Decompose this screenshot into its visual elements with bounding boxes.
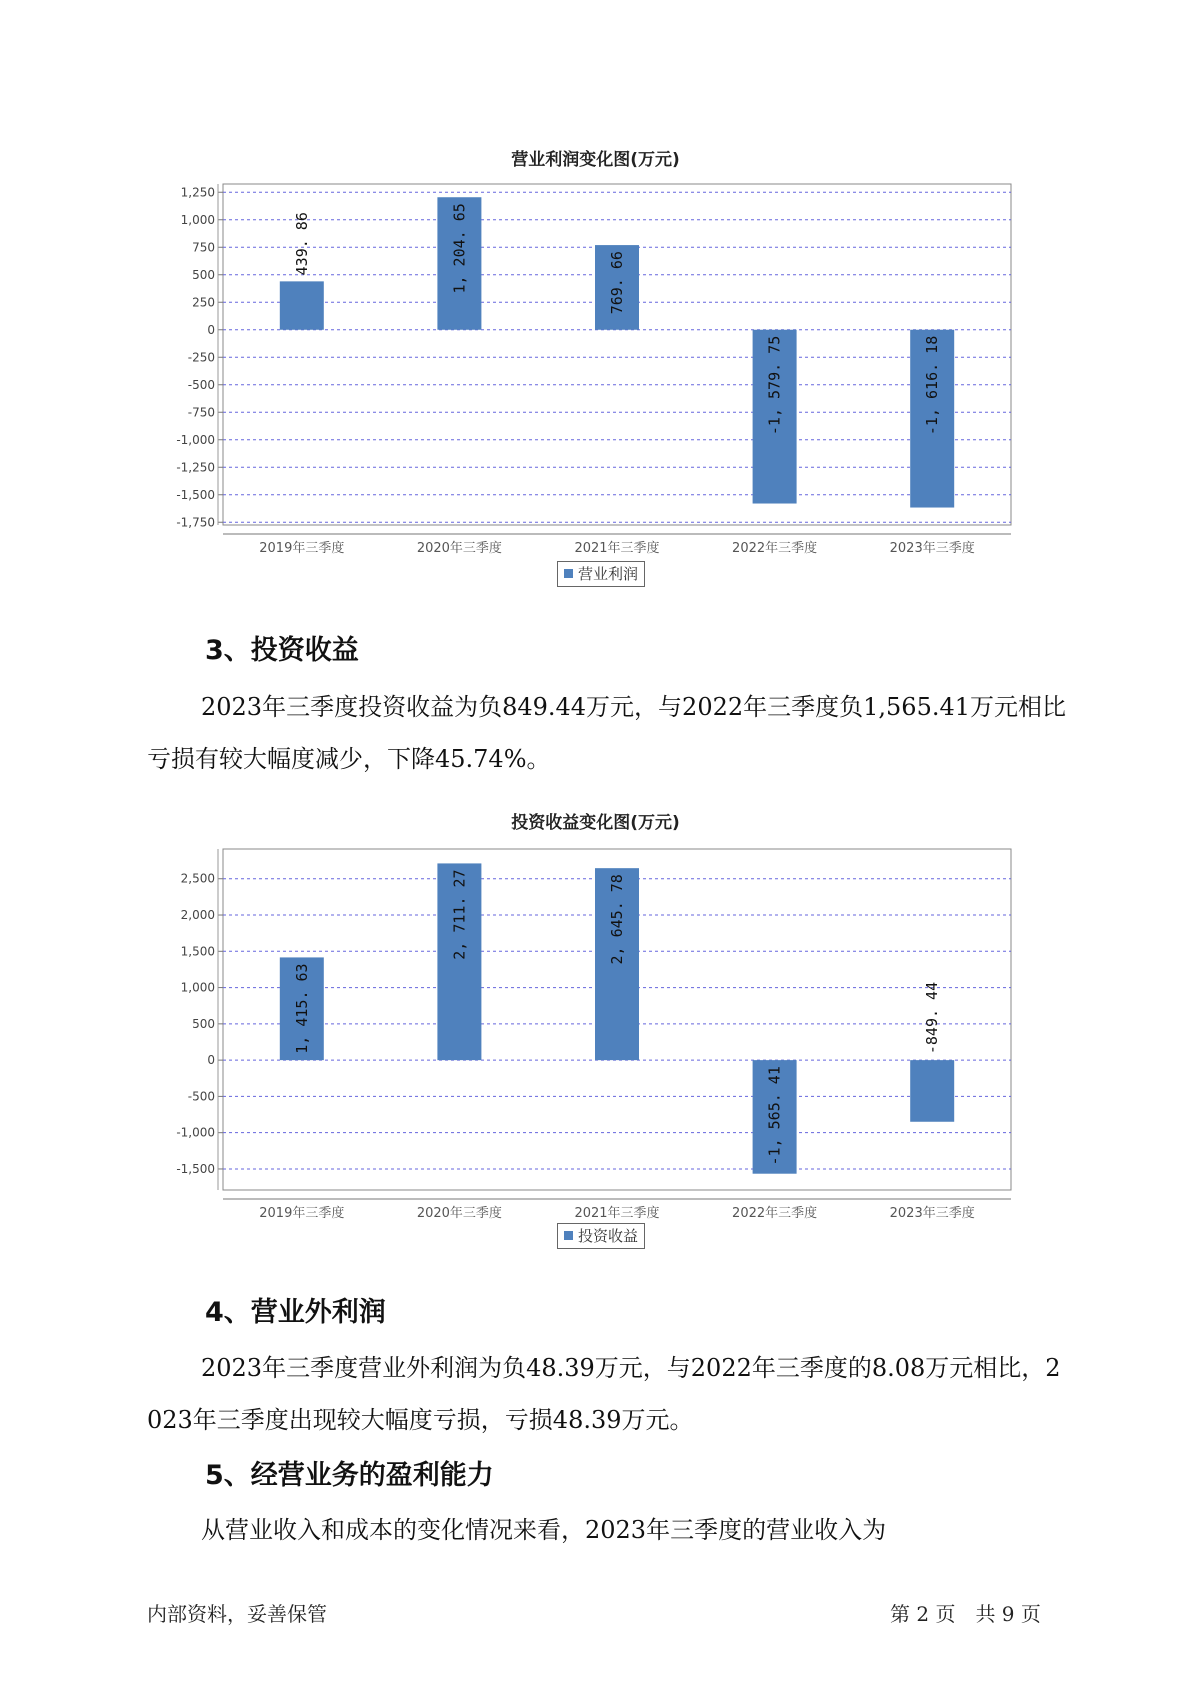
y-tick-label: 0	[207, 322, 215, 337]
data-label: 2, 711. 27	[450, 869, 469, 960]
x-tick-label: 2023年三季度	[889, 1206, 975, 1221]
data-label: -849. 44	[923, 981, 942, 1055]
data-label: 1, 204. 65	[450, 203, 469, 294]
data-label: -1, 616. 18	[923, 335, 942, 436]
section-heading-non-operating-profit: 4、营业外利润	[205, 1297, 386, 1328]
data-label-group	[450, 869, 468, 959]
operating-profit-chart	[0, 170, 1191, 590]
data-label-group	[293, 963, 311, 1053]
legend-label: 投资收益	[578, 1227, 639, 1245]
data-label-group	[293, 212, 311, 275]
y-tick-label: 500	[192, 267, 215, 282]
y-tick-label: -500	[187, 1089, 215, 1104]
y-tick-label: 250	[192, 295, 215, 310]
section-paragraph-investment-income: 2023年三季度投资收益为负849.44万元，与2022年三季度负1,565.41万元相比亏损有较大幅度减少，下降45.74%。	[147, 693, 1067, 773]
y-tick-label: -1,500	[176, 1161, 215, 1176]
x-tick-label: 2022年三季度	[732, 1206, 818, 1221]
y-tick-label: -1,500	[176, 487, 215, 502]
y-tick-label: -1,750	[176, 515, 215, 530]
x-tick-label: 2020年三季度	[416, 541, 502, 556]
plot-area	[223, 184, 1011, 525]
y-tick-label: -1,000	[176, 432, 215, 447]
data-label-group	[766, 336, 784, 435]
x-tick-label: 2019年三季度	[259, 541, 345, 556]
data-label-group	[923, 336, 941, 435]
x-tick-label: 2023年三季度	[889, 541, 975, 556]
data-label-group	[766, 1066, 784, 1165]
y-tick-label: -1,000	[176, 1125, 215, 1140]
data-label: 439. 86	[292, 212, 311, 276]
bar	[910, 1060, 954, 1122]
legend-swatch	[564, 1231, 573, 1240]
chart-title-operating-profit: 营业利润变化图(万元)	[511, 150, 680, 170]
data-label: 1, 415. 63	[292, 963, 311, 1054]
data-label: 769. 66	[608, 251, 626, 315]
legend-swatch	[564, 569, 573, 578]
section-heading-profitability: 5、经营业务的盈利能力	[205, 1460, 494, 1491]
footer-page-number: 第 2 页 共 9 页	[890, 1602, 1041, 1626]
data-label: -1, 565. 41	[765, 1066, 784, 1166]
legend-investment-income	[557, 1223, 645, 1249]
data-label-group	[923, 982, 941, 1054]
footer-confidential-note: 内部资料，妥善保管	[147, 1602, 327, 1626]
y-tick-label: 1,250	[180, 185, 215, 200]
x-tick-label: 2021年三季度	[574, 541, 660, 556]
legend-label: 营业利润	[578, 565, 639, 583]
data-label-group	[608, 251, 626, 314]
y-tick-label: 500	[192, 1016, 215, 1031]
x-tick-label: 2021年三季度	[574, 1206, 660, 1221]
y-tick-label: 750	[192, 240, 215, 255]
data-label: 2, 645. 78	[608, 874, 626, 965]
legend-operating-profit	[557, 561, 645, 587]
section-heading-investment-income: 3、投资收益	[205, 635, 359, 666]
y-tick-label: 1,500	[180, 944, 215, 959]
y-tick-label: -250	[187, 350, 215, 365]
section-paragraph-non-operating-profit: 2023年三季度营业外利润为负48.39万元，与2022年三季度的8.08万元相比，2023年三季度出现较大幅度亏损，亏损48.39万元。	[147, 1354, 1061, 1434]
y-tick-label: 0	[207, 1053, 215, 1068]
data-label-group	[608, 874, 626, 964]
y-tick-label: 1,000	[180, 212, 215, 227]
data-label-group	[450, 203, 468, 293]
section-paragraph-profitability: 从营业收入和成本的变化情况来看，2023年三季度的营业收入为	[201, 1516, 887, 1544]
chart-title-investment-income: 投资收益变化图(万元)	[511, 813, 680, 833]
y-tick-label: 2,500	[180, 871, 215, 886]
x-tick-label: 2022年三季度	[732, 541, 818, 556]
y-tick-label: 1,000	[180, 980, 215, 995]
data-label: -1, 579. 75	[765, 335, 784, 436]
x-tick-label: 2020年三季度	[416, 1206, 502, 1221]
x-tick-label: 2019年三季度	[259, 1206, 345, 1221]
y-tick-label: -750	[187, 405, 215, 420]
y-tick-label: -500	[187, 377, 215, 392]
y-tick-label: -1,250	[176, 460, 215, 475]
y-tick-label: 2,000	[180, 908, 215, 923]
investment-income-chart	[0, 835, 1191, 1255]
bar	[280, 281, 324, 329]
